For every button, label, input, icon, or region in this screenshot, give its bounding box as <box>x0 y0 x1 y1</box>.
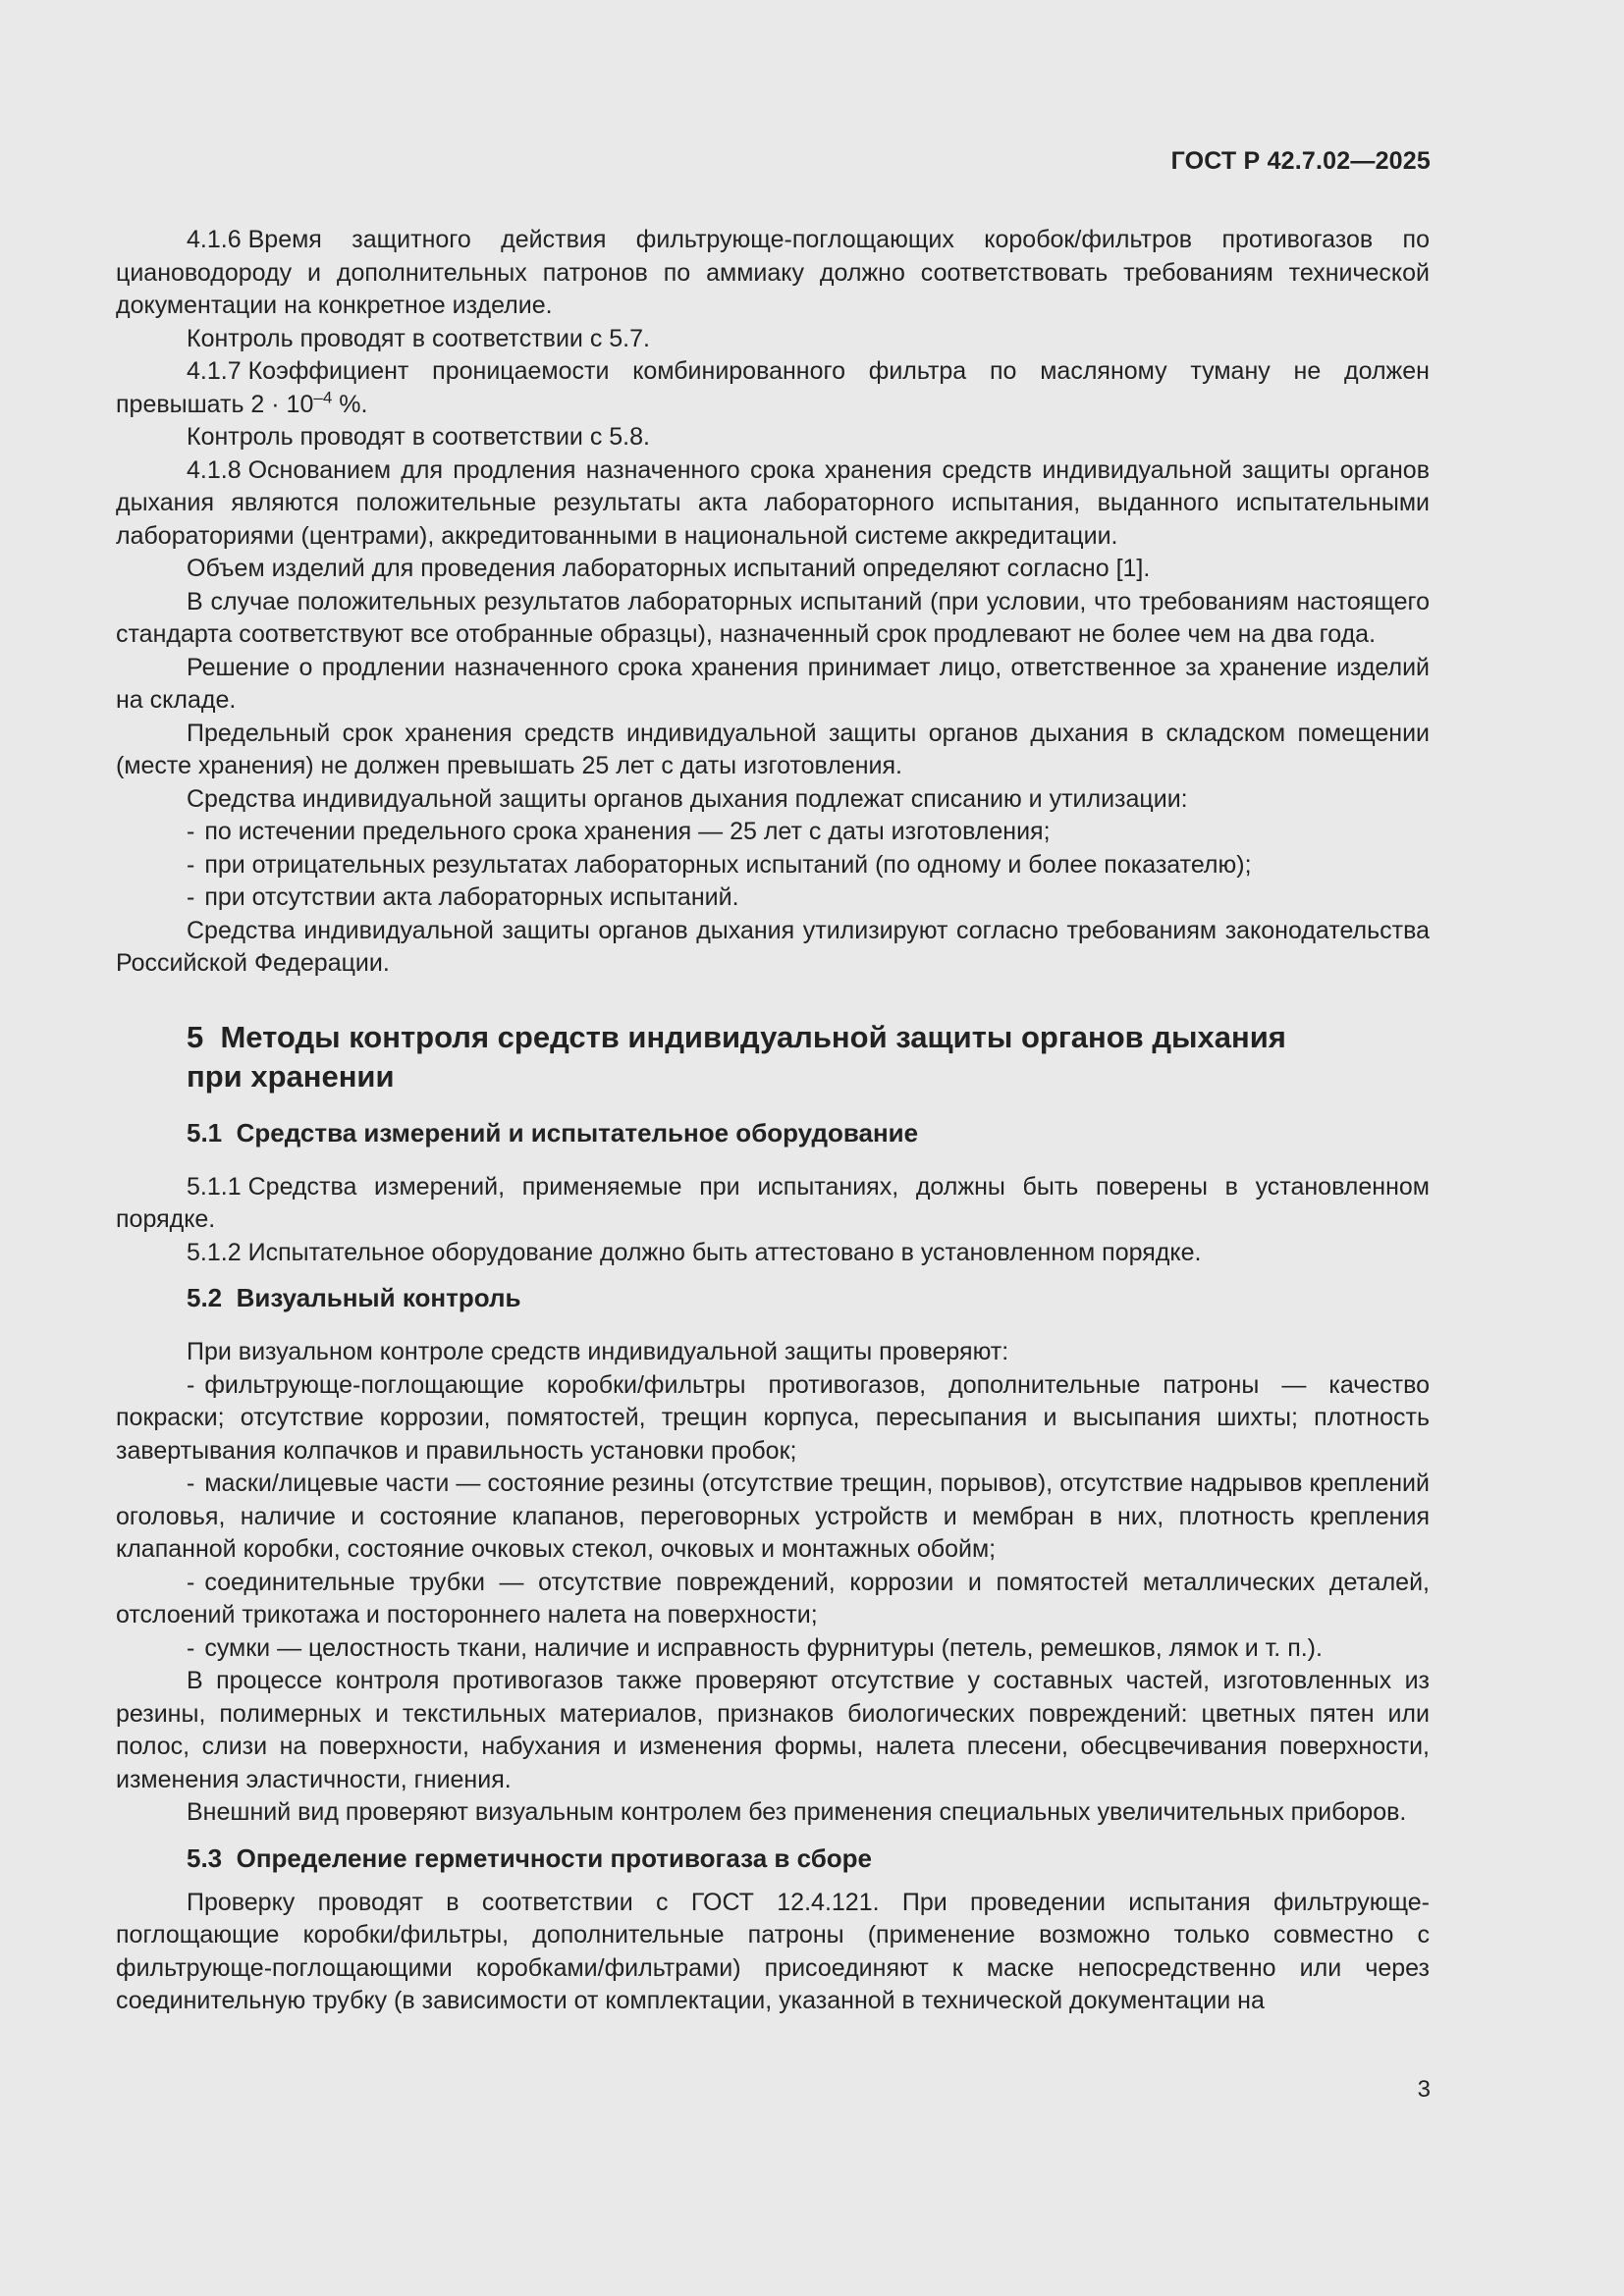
clause-5-1-2: 5.1.2 Испытательное оборудование должно быть аттестовано в установленном порядке. <box>187 1238 1202 1266</box>
list-item: - при отсутствии акта лабораторных испытаний. <box>187 883 739 911</box>
control-note: Контроль проводят в соответствии с 5.7. <box>187 324 650 352</box>
section-5-2-heading: 5.2 Визуальный контроль <box>187 1283 521 1312</box>
clause-4-1-6 <box>116 224 1430 323</box>
paragraph: При визуальном контроле средств индивидуальной защиты проверяют: <box>187 1338 1009 1365</box>
clause-text: Время защитного действия фильтрующе-поглощающих коробок/фильтров противогазов по циановодороду и дополнительных патронов по аммиаку должно соответствовать требованиям технической документации на конкретное изделие. <box>116 226 1430 319</box>
paragraph: В случае положительных результатов лабораторных испытаний (при условии, что требованиям настоящего стандарта соответствуют все отобранные образцы), назначенный срок продлевают не более чем на два года. <box>116 587 1430 648</box>
page-content <box>116 224 1430 2018</box>
clause-text: Основанием для продления назначенного срока хранения средств индивидуальной защиты органов дыхания являются положительные результаты акта лабораторного испытания, выданного испытательными лабораториями (центрами), аккредитованными в национальной системе аккредитации. <box>116 455 1430 550</box>
section-title: Методы контроля средств индивидуальной защиты органов дыхания <box>220 1019 1286 1054</box>
clause-number: 4.1.8 <box>187 455 242 484</box>
list-item: - фильтрующе-поглощающие коробки/фильтры противогазов, дополнительные патроны — качество покраски; отсутствие коррозии, помятостей, трещин корпуса, пересыпания и высыпания шихты; плотность завертывания колпачков и правильность установки пробок; <box>116 1370 1430 1465</box>
list-item: - при отрицательных результатах лабораторных испытаний (по одному и более показателю); <box>187 850 1252 879</box>
exponent: –4 <box>313 388 333 407</box>
clause-5-1-1: 5.1.1 Средства измерений, применяемые при испытаниях, должны быть поверены в установленном порядке. <box>116 1172 1430 1233</box>
section-5-3-heading: 5.3 Определение герметичности противогаза в сборе <box>187 1842 873 1873</box>
paragraph: Внешний вид проверяют визуальным контролем без применения специальных увеличительных приборов. <box>187 1798 1407 1826</box>
clause-number: 4.1.6 <box>187 226 242 253</box>
clause-text: Коэффициент проницаемости комбинированного фильтра по масляному туману не должен превышать 2 · 10 <box>116 357 1430 418</box>
clause-4-1-7 <box>116 355 1430 421</box>
section-number: 5 <box>187 1019 204 1054</box>
paragraph: Объем изделий для проведения лабораторных испытаний определяют согласно [1]. <box>187 555 1151 582</box>
paragraph: В процессе контроля противогазов также проверяют отсутствие у составных частей, изготовленных из резины, полимерных и текстильных материалов, признаков биологических повреждений: цветных пятен или полос, слизи на поверхности, набухания и изменения формы, налета плесени, обесцвечивания поверхности, изменения эластичности, гниения. <box>116 1667 1430 1793</box>
clause-number: 4.1.7 <box>187 357 242 385</box>
section-5-heading <box>187 1018 1430 1096</box>
control-note: Контроль проводят в соответствии с 5.8. <box>187 423 650 451</box>
paragraph: Средства индивидуальной защиты органов дыхания утилизируют согласно требованиям законодательства Российской Федерации. <box>116 916 1430 977</box>
section-title-cont: при хранении <box>187 1058 395 1094</box>
paragraph: Предельный срок хранения средств индивидуальной защиты органов дыхания в складском помещении (месте хранения) не должен превышать 25 лет с даты изготовления. <box>116 719 1430 779</box>
clause-4-1-8 <box>116 454 1430 554</box>
page-number: 3 <box>1417 2076 1431 2103</box>
list-item: - по истечении предельного срока хранения — 25 лет с даты изготовления; <box>187 818 1051 845</box>
paragraph: Средства индивидуальной защиты органов дыхания подлежат списанию и утилизации: <box>187 784 1188 813</box>
list-item: - маски/лицевые части — состояние резины (отсутствие трещин, порывов), отсутствие надрывов креплений оголовья, наличие и состояние клапанов, переговорных устройств и мембран в них, плотность крепления клапанной коробки, состояние очковых стекол, очковых и монтажных обойм; <box>116 1469 1430 1563</box>
section-5-1-heading: 5.1 Средства измерений и испытательное оборудование <box>187 1117 919 1148</box>
clause-text-end: %. <box>332 390 368 418</box>
paragraph: Проверку проводят в соответствии с ГОСТ 12.4.121. При проведении испытания фильтрующе-поглощающие коробки/фильтры, дополнительные патроны (применение возможно только совместно с фильтрующе-поглощающими коробками/фильтрами) присоединяют к маске непосредственно или через соединительную трубку (в зависимости от комплектации, указанной в технической документации на <box>116 1888 1430 2014</box>
list-item: - соединительные трубки — отсутствие повреждений, коррозии и помятостей металлических деталей, отслоений трикотажа и постороннего налета на поверхности; <box>116 1568 1430 1629</box>
list-item: - сумки — целостность ткани, наличие и исправность фурнитуры (петель, ремешков, лямок и т. п.). <box>187 1633 1323 1662</box>
paragraph: Решение о продлении назначенного срока хранения принимает лицо, ответственное за хранение изделий на складе. <box>116 653 1430 714</box>
document-code: ГОСТ Р 42.7.02—2025 <box>1170 147 1431 175</box>
